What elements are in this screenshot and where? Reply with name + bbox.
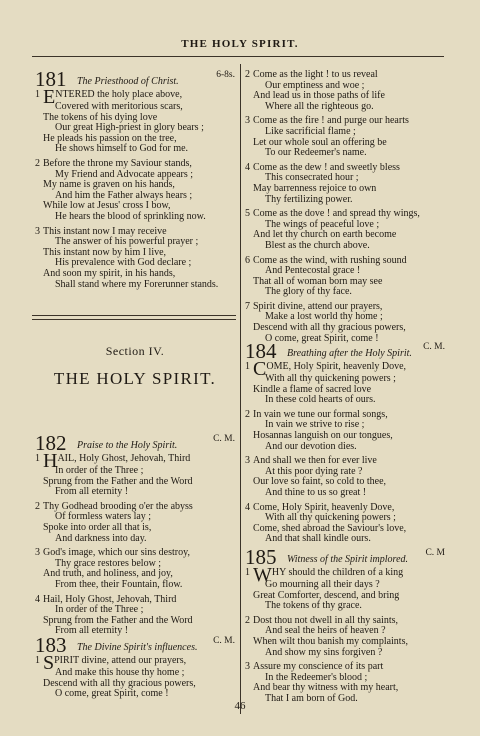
verse-line: Shall stand where my Forerunner stands.: [55, 278, 219, 290]
verse-number: 3: [245, 661, 250, 673]
line-text: HY should the children of a king: [271, 567, 404, 578]
verse-line: My name is graven on his hands,: [43, 179, 175, 191]
verse: [245, 564, 445, 612]
hymn-meter: C. M: [425, 548, 445, 558]
verse-line: And show my sins forgiven ?: [265, 646, 383, 658]
verse-line: That I am born of God.: [265, 692, 358, 704]
verse-number: 3: [35, 225, 40, 237]
verse: [35, 595, 235, 637]
hymn-184: [245, 340, 445, 549]
verse-line: He shows himself to God for me.: [55, 143, 189, 155]
verse-line: The answer of his powerful prayer ;: [55, 236, 199, 248]
verse-line: And truth, and holiness, and joy,: [43, 568, 173, 580]
verse: [245, 209, 445, 251]
verse-line: My Friend and Advocate appears ;: [55, 168, 194, 180]
hymn-continuation-body: [245, 70, 445, 344]
section-title: THE HOLY SPIRIT.: [53, 368, 217, 388]
verse-line: From all eternity !: [55, 486, 129, 498]
verse-line: And lead us in those paths of life: [253, 90, 385, 102]
verse: [245, 358, 445, 406]
verse-line: He hears the blood of sprinkling now.: [55, 210, 206, 222]
line-text: Hail, Holy Ghost, Jehovah, Third: [43, 593, 177, 605]
hymn-divider: [32, 319, 236, 320]
line-text: God's image, which our sins destroy,: [43, 547, 190, 559]
verse-line: And darkness into day.: [55, 532, 147, 544]
verse-line: Make a lost world thy home ;: [265, 311, 383, 323]
verse-line: Come, shed abroad the Saviour's love,: [253, 522, 407, 534]
verse-line: And that shall kindle ours.: [265, 533, 371, 545]
verse-line: Descend with all thy gracious powers,: [43, 677, 196, 689]
drop-cap: C: [253, 358, 267, 380]
verse-line: The tokens of thy grace.: [265, 600, 362, 612]
hymn-181-body: [35, 86, 235, 290]
header-rule: [32, 56, 444, 57]
hymn-meter: 6-8s.: [216, 70, 235, 80]
verse-line: Covered with meritorious scars,: [55, 101, 183, 112]
line-text: Dost thou not dwell in all thy saints,: [253, 614, 398, 626]
hymn-number: 185: [245, 545, 277, 569]
verse: [245, 163, 445, 205]
verse-line: Hosannas languish on our tongues,: [253, 429, 393, 441]
verse: [35, 502, 235, 544]
verse-line: Thy fertilizing power.: [265, 193, 353, 205]
verse-line: And thine to us so great !: [265, 486, 367, 498]
verse-line: The wings of peaceful love ;: [265, 218, 380, 230]
hymn-181-header: [35, 68, 235, 90]
hymn-meter: C. M.: [213, 636, 235, 646]
hymn-title: The Priesthood of Christ.: [77, 76, 179, 87]
verse-line: And bear thy witness with my heart,: [253, 682, 399, 694]
verse-number: 4: [35, 593, 40, 605]
hymn-182-header: [35, 432, 235, 454]
verse: [35, 86, 235, 155]
verse-number: 3: [245, 115, 250, 127]
verse-number: 3: [35, 547, 40, 559]
line-text: Come, Holy Spirit, heavenly Dove,: [253, 501, 395, 513]
verse-number: 3: [245, 455, 250, 467]
verse-line: And our devotion dies.: [265, 440, 357, 452]
hymn-number: 184: [245, 339, 277, 363]
hymn-182: [35, 432, 235, 641]
verse: [245, 616, 445, 658]
verse-line: In vain we strive to rise ;: [265, 419, 365, 431]
verse-number: 4: [245, 161, 250, 173]
line-text: Come as the fire ! and purge our hearts: [253, 115, 409, 127]
column-divider: [240, 64, 241, 714]
section-label: Section IV.: [105, 344, 165, 358]
hymn-title: Praise to the Holy Spirit.: [77, 440, 178, 451]
verse-line: With all thy quickening powers ;: [265, 512, 396, 524]
verse-number: 2: [245, 408, 250, 420]
verse-line: Go mourning all their days ?: [265, 579, 380, 590]
line-text: Come as the wind, with rushing sound: [253, 254, 407, 266]
verse-line: And seal the heirs of heaven ?: [265, 625, 386, 637]
verse-line: O come, great Spirit, come !: [55, 688, 169, 700]
verse-line: Our love so faint, so cold to thee,: [253, 476, 387, 488]
verse-line: Sprung from the Father and the Word: [43, 475, 193, 487]
verse-number: 2: [35, 157, 40, 169]
verse-line: Where all the righteous go.: [265, 100, 374, 112]
verse-line: That all of woman born may see: [253, 275, 383, 287]
line-text: Spirit divine, attend our prayers,: [253, 300, 383, 312]
line-text: Come as the dove ! and spread thy wings,: [253, 208, 420, 220]
hymn-182-body: [35, 450, 235, 637]
verse-line: He pleads his passion on the tree,: [43, 132, 177, 144]
verse-line: The glory of thy face.: [265, 286, 352, 298]
line-text: Thy Godhead brooding o'er the abyss: [43, 500, 193, 512]
verse: [35, 159, 235, 223]
verse: [245, 456, 445, 498]
verse: [245, 256, 445, 298]
verse-line: In the Redeemer's blood ;: [265, 671, 368, 683]
hymn-185-body: [245, 564, 445, 705]
hymn-divider: [32, 315, 236, 316]
verse-number: 1: [245, 361, 250, 372]
verse: [245, 503, 445, 545]
hymn-184-body: [245, 358, 445, 545]
verse-line: Let our whole soul an offering be: [253, 136, 387, 148]
hymn-title: Witness of the Spirit implored.: [287, 554, 409, 565]
verse-line: From all eternity !: [55, 625, 129, 637]
verse-line: And let thy church on earth become: [253, 229, 397, 241]
verse: [35, 652, 235, 700]
verse-line: Spoke into order all that is,: [43, 521, 152, 533]
verse-line: And soon my spirit, in his hands,: [43, 267, 176, 279]
hymn-184-header: [245, 340, 445, 362]
line-text: In vain we tune our formal songs,: [253, 408, 388, 420]
line-text: This instant now I may receive: [43, 225, 167, 237]
section-heading: [35, 344, 235, 388]
drop-cap: W: [253, 564, 272, 586]
verse-line: From thee, their Fountain, flow.: [55, 578, 183, 590]
verse-line: Sprung from the Father and the Word: [43, 614, 193, 626]
verse-number: 1: [35, 89, 40, 100]
verse-line: May barrenness rejoice to own: [253, 182, 377, 194]
verse-line: Our great High-priest in glory bears ;: [55, 122, 204, 134]
verse-number: 1: [245, 567, 250, 578]
drop-cap: E: [43, 86, 56, 108]
verse-line: And make this house thy home ;: [55, 667, 185, 678]
verse-line: This consecrated hour ;: [265, 172, 359, 184]
drop-cap: H: [43, 450, 58, 472]
verse-line: And Pentecostal grace !: [265, 265, 361, 277]
verse-line: His prevalence with God declare ;: [55, 257, 192, 269]
verse-line: The tokens of his dying love: [43, 111, 158, 123]
verse-line: This instant now by him I live,: [43, 246, 167, 258]
verse-line: Descend with all thy gracious powers,: [253, 322, 406, 334]
verse-line: Great Comforter, descend, and bring: [253, 589, 400, 601]
verse-line: And him the Father always hears ;: [55, 189, 193, 201]
verse: [35, 227, 235, 291]
verse-line: In order of the Three ;: [55, 604, 144, 616]
verse-line: With all thy quickening powers ;: [265, 373, 396, 384]
hymn-title: Breathing after the Holy Spirit.: [287, 348, 412, 359]
running-head: THE HOLY SPIRIT.: [181, 38, 299, 50]
verse: [245, 662, 445, 704]
verse-line: Our emptiness and woe ;: [265, 79, 365, 91]
verse-line: To our Redeemer's name.: [265, 147, 367, 159]
verse-line: [35, 159, 235, 170]
verse-line: Of formless waters lay ;: [55, 511, 152, 523]
hymn-183-header: [35, 634, 235, 656]
line-text: OME, Holy Spirit, heavenly Dove,: [266, 361, 407, 372]
hymn-number: 183: [35, 633, 67, 657]
page-number: 46: [234, 700, 246, 712]
verse-line: At this poor dying rate ?: [265, 465, 363, 477]
verse: [35, 450, 235, 498]
hymn-number: 181: [35, 67, 67, 91]
verse-line: In these cold hearts of ours.: [265, 394, 376, 406]
hymn-meter: C. M.: [423, 342, 445, 352]
verse-line: Thy grace restores below ;: [55, 557, 162, 569]
verse-number: 2: [35, 500, 40, 512]
hymn-183-body: [35, 652, 235, 700]
line-text: Before the throne my Saviour stands,: [43, 157, 192, 169]
verse-line: When wilt thou banish my complaints,: [253, 635, 408, 647]
verse-number: 5: [245, 208, 250, 220]
line-text: PIRIT divine, attend our prayers,: [54, 655, 187, 666]
hymn-185: [245, 546, 445, 709]
verse: [35, 548, 235, 590]
verse-line: In order of the Three ;: [55, 465, 144, 476]
line-text: And shall we then for ever live: [253, 455, 377, 467]
hymn-title: The Divine Spirit's influences.: [77, 642, 198, 653]
hymn-continuation: [245, 70, 445, 348]
verse-line: Kindle a flame of sacred love: [253, 383, 372, 395]
verse: [245, 410, 445, 452]
line-text: AIL, Holy Ghost, Jehovah, Third: [57, 453, 191, 464]
verse-line: Blest as the church above.: [265, 239, 370, 251]
verse-line: [245, 70, 445, 81]
line-text: Come as the light ! to us reveal: [253, 69, 378, 80]
verse-number: 1: [35, 453, 40, 464]
hymn-183: [35, 634, 235, 704]
verse-line: O come, great Spirit, come !: [265, 332, 379, 344]
line-text: Assure my conscience of its part: [253, 661, 384, 673]
verse-number: 7: [245, 300, 250, 312]
hymn-181: [35, 68, 235, 294]
verse-number: 1: [35, 655, 40, 666]
verse-number: 4: [245, 501, 250, 513]
line-text: NTERED the holy place above,: [55, 89, 183, 100]
verse-line: While low at Jesus' cross I bow,: [43, 200, 171, 212]
line-text: Come as the dew ! and sweetly bless: [253, 161, 400, 173]
verse-line: Like sacrificial flame ;: [265, 125, 356, 137]
drop-cap: S: [43, 652, 55, 674]
verse: [245, 302, 445, 344]
hymn-meter: C. M.: [213, 434, 235, 444]
verse-number: 6: [245, 254, 250, 266]
verse-number: 2: [245, 69, 250, 80]
hymn-number: 182: [35, 431, 67, 455]
verse: [245, 70, 445, 112]
verse: [245, 116, 445, 158]
verse-number: 2: [245, 614, 250, 626]
hymn-185-header: [245, 546, 445, 568]
